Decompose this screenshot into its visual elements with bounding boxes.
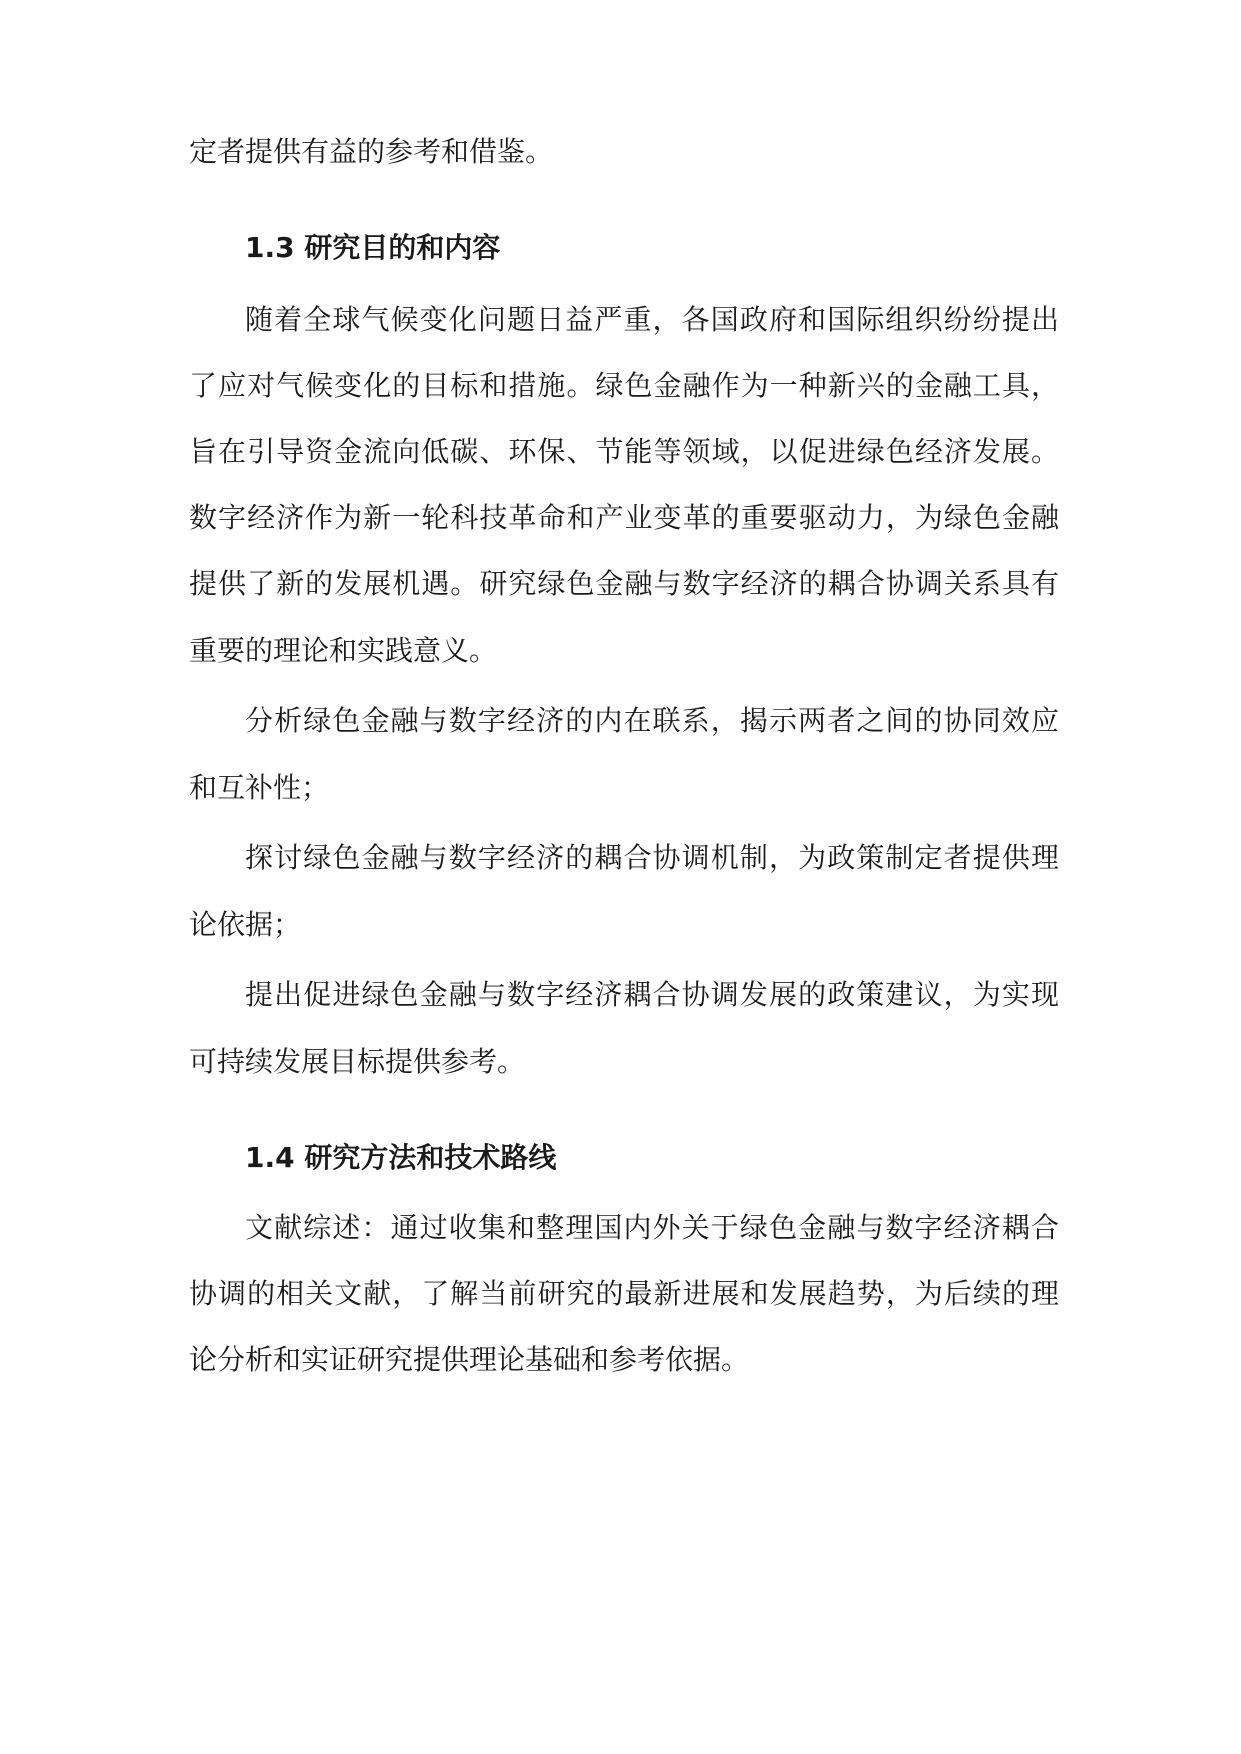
paragraph-line: 了应对气候变化的目标和措施。绿色金融作为一种新兴的金融工具， <box>189 369 1059 402</box>
paragraph-line: 协调的相关文献，了解当前研究的最新进展和发展趋势，为后续的理 <box>189 1277 1059 1310</box>
paragraph-line: 分析绿色金融与数字经济的内在联系，揭示两者之间的协同效应 <box>245 704 1059 737</box>
paragraph-line: 文献综述：通过收集和整理国内外关于绿色金融与数字经济耦合 <box>245 1211 1059 1244</box>
section-heading-1-4: 1.4 研究方法和技术路线 <box>245 1141 557 1174</box>
paragraph-line: 提供了新的发展机遇。研究绿色金融与数字经济的耦合协调关系具有 <box>189 567 1059 600</box>
paragraph-line: 数字经济作为新一轮科技革命和产业变革的重要驱动力，为绿色金融 <box>189 501 1059 534</box>
paragraph-line: 和互补性； <box>189 771 330 804</box>
paragraph-line: 随着全球气候变化问题日益严重，各国政府和国际组织纷纷提出 <box>245 303 1059 336</box>
paragraph-line: 旨在引导资金流向低碳、环保、节能等领域，以促进绿色经济发展。 <box>189 435 1059 468</box>
paragraph-line: 论分析和实证研究提供理论基础和参考依据。 <box>189 1343 750 1376</box>
paragraph-line: 重要的理论和实践意义。 <box>189 634 498 667</box>
section-heading-1-3: 1.3 研究目的和内容 <box>245 231 501 264</box>
paragraph-line: 探讨绿色金融与数字经济的耦合协调机制，为政策制定者提供理 <box>245 841 1059 874</box>
paragraph-line: 提出促进绿色金融与数字经济耦合协调发展的政策建议，为实现 <box>245 978 1059 1011</box>
paragraph-line: 定者提供有益的参考和借鉴。 <box>189 135 554 168</box>
paragraph-line: 论依据； <box>189 908 302 941</box>
paragraph-line: 可持续发展目标提供参考。 <box>189 1045 526 1078</box>
